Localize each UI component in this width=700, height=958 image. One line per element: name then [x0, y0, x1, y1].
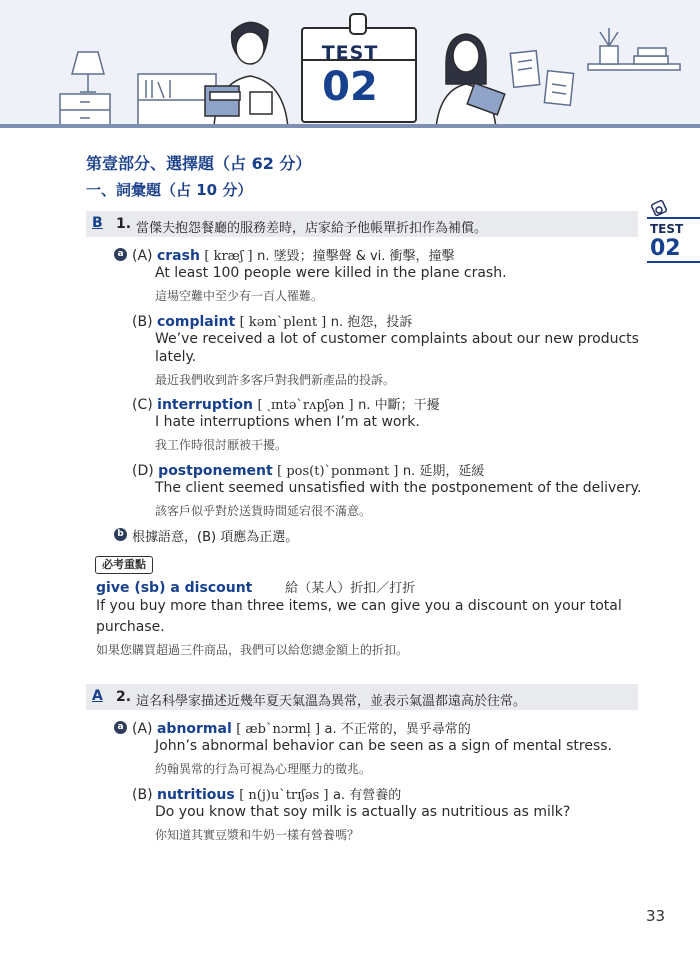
pronunciation: [ n(j)uˋtrɪʃəs ]	[239, 788, 329, 803]
option-b	[132, 784, 401, 803]
page-number: 33	[646, 907, 666, 925]
option-d	[132, 460, 484, 479]
test-number: 02	[322, 64, 378, 110]
option-letter: (A)	[132, 721, 153, 737]
option-letter: (B)	[132, 314, 153, 330]
option-a	[132, 718, 471, 737]
example-translation: 約翰異常的行為可視為心理壓力的徵兆。	[155, 762, 372, 776]
example-translation: 該客戶似乎對於送貨時間延宕很不滿意。	[155, 504, 372, 518]
definition: n. 延期，延緩	[402, 464, 485, 479]
vocab-word: abnormal	[156, 721, 232, 737]
pronunciation: [ kræʃ ]	[204, 249, 253, 264]
badge-a-icon: a	[114, 248, 127, 261]
option-letter: (D)	[132, 463, 154, 479]
example-translation: 你知道其實豆漿和牛奶一樣有營養嗎？	[155, 828, 360, 842]
answer-explanation: 根據語意，(B) 項應為正選。	[132, 530, 299, 545]
answer-key-2: A	[92, 688, 103, 704]
definition: n. 抱怨，投訴	[330, 315, 413, 330]
definition: a. 有營養的	[332, 788, 402, 803]
pronunciation: [ kəmˋplent ]	[239, 315, 327, 330]
example-sentence: I hate interruptions when I’m at work.	[155, 414, 420, 430]
key-point-tag: 必考重點	[95, 556, 153, 574]
header-banner	[0, 0, 700, 128]
binder-clip-icon	[651, 200, 667, 216]
example-sentence: We’ve received a lot of customer complaints about our new products	[155, 331, 639, 347]
side-tab-number: 02	[650, 236, 681, 261]
example-sentence: John’s abnormal behavior can be seen as a sign of mental stress.	[155, 738, 613, 754]
answer-key-1: B	[92, 215, 103, 231]
key-phrase-en: give (sb) a discount	[96, 580, 253, 596]
badge-b-icon: b	[114, 528, 127, 541]
example-sentence: The client seemed unsatisfied with the postponement of the delivery.	[155, 480, 642, 496]
section-title: 第壹部分、選擇題（占 62 分）	[86, 154, 312, 173]
example-translation: 最近我們收到許多客戶對我們新產品的投訴。	[155, 373, 396, 387]
option-letter: (B)	[132, 787, 153, 803]
key-phrase-example: If you buy more than three items, we can give you a discount on your total	[96, 598, 622, 614]
definition: a. 不正常的，異乎尋常的	[324, 722, 471, 737]
vocab-word: interruption	[157, 397, 253, 413]
question-prompt-2: 這名科學家描述近幾年夏天氣溫為異常，並表示氣溫都遠高於往常。	[136, 694, 527, 709]
definition: n. 中斷；干擾	[358, 398, 440, 413]
option-a	[132, 245, 455, 264]
option-c	[132, 394, 440, 413]
pronunciation: [ ˏɪntəˋrʌpʃən ]	[257, 398, 354, 413]
option-b	[132, 311, 412, 330]
option-letter: (C)	[132, 397, 153, 413]
key-phrase-translation: 如果您購買超過三件商品，我們可以給您總金額上的折扣。	[96, 643, 409, 657]
vocab-word: nutritious	[156, 787, 235, 803]
vocab-word: postponement	[158, 463, 273, 479]
option-letter: (A)	[132, 248, 153, 264]
pronunciation: [ æbˋnɔrml̩ ]	[236, 722, 321, 737]
example-sentence: Do you know that soy milk is actually as nutritious as milk?	[155, 804, 571, 820]
example-translation: 我工作時很討厭被干擾。	[155, 438, 288, 452]
test-label: TEST	[321, 42, 379, 64]
badge-a-icon: a	[114, 721, 127, 734]
example-sentence: At least 100 people were killed in the plane crash.	[155, 265, 507, 281]
example-sentence-cont: lately.	[155, 349, 197, 365]
key-phrase-zh: 給（某人）折扣／打折	[285, 581, 416, 596]
vocab-word: crash	[156, 248, 200, 264]
question-prompt-1: 當傑夫抱怨餐廳的服務差時，店家給予他帳單折扣作為補償。	[136, 221, 488, 236]
example-translation: 這場空難中至少有一百人罹難。	[155, 289, 324, 303]
question-number-2: 2.	[116, 689, 132, 705]
side-tab-label: TEST	[650, 222, 684, 236]
subsection-title: 一、詞彙題（占 10 分）	[86, 181, 253, 199]
definition: n. 墜毀；撞擊聲 & vi. 衝擊，撞擊	[257, 249, 455, 264]
vocab-word: complaint	[156, 314, 236, 330]
key-phrase	[96, 577, 415, 596]
key-phrase-example-cont: purchase.	[96, 619, 165, 635]
question-number-1: 1.	[116, 216, 132, 232]
header-divider	[0, 124, 700, 128]
pronunciation: [ pos(t)ˋponmənt ]	[277, 464, 399, 479]
